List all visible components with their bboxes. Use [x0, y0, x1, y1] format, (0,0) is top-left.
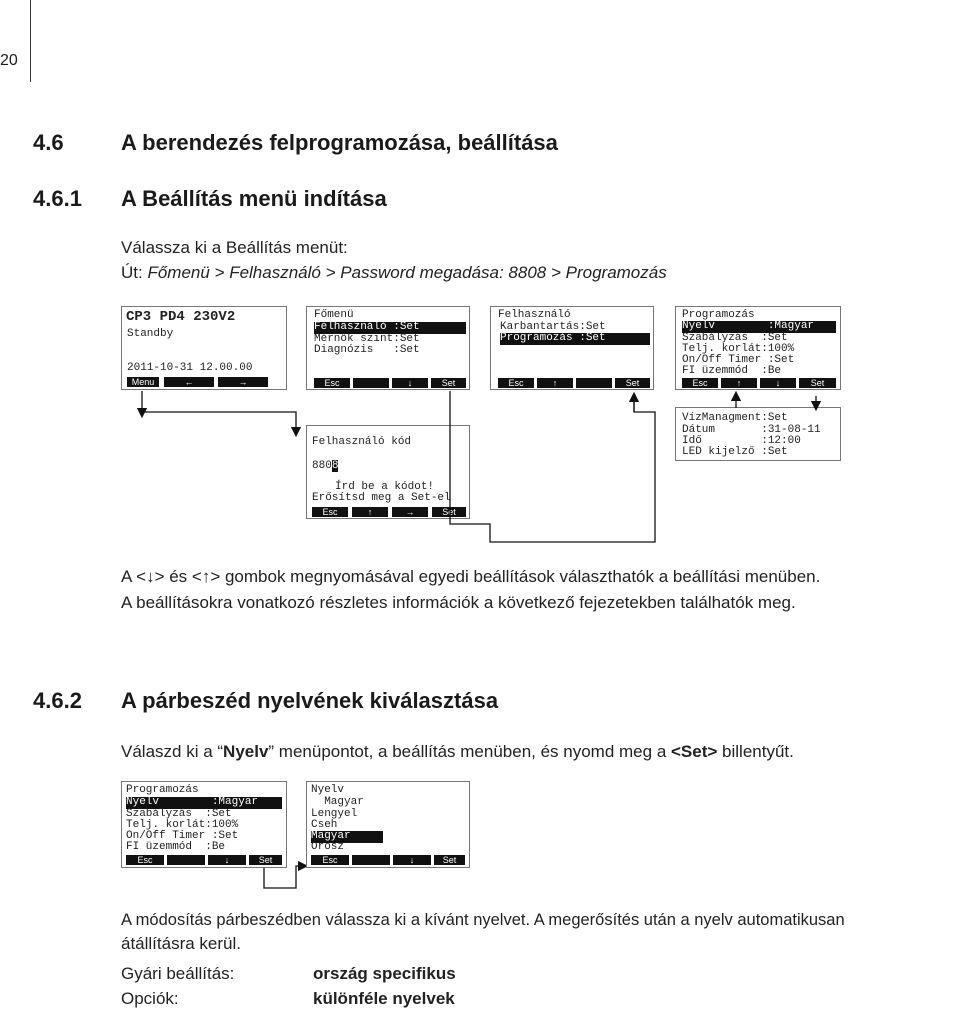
screen-title: Főmenü: [314, 309, 354, 321]
heading-number: 4.6.2: [33, 688, 82, 713]
menu-item-datum[interactable]: Dátum :31-08-11: [682, 424, 821, 436]
esc-button[interactable]: Esc: [498, 378, 534, 388]
language-option-magyar-current[interactable]: Magyar: [311, 796, 364, 808]
up-arrow-button[interactable]: ↑: [721, 378, 757, 388]
menu-item-timer[interactable]: On/Off Timer :Set: [126, 830, 239, 842]
screen-title: CP3 PD4 230V2: [126, 309, 236, 325]
language-option-orosz[interactable]: Orosz: [311, 841, 345, 853]
code-digits: 880: [312, 460, 332, 472]
options-value: különféle nyelvek: [313, 989, 455, 1008]
language-instruction: [121, 738, 794, 766]
language-option-cseh[interactable]: Cseh: [311, 819, 338, 831]
intro-path: Főmenü > Felhasználó > Password megadása: 8808 > Programozás: [147, 263, 667, 282]
menu-item-nyelv[interactable]: Nyelv :Magyar: [682, 321, 836, 333]
text-part: billentyűt.: [717, 742, 794, 761]
status-text: Standby: [127, 328, 174, 340]
menu-item-karbantartas[interactable]: Karbantartás:Set: [500, 321, 606, 333]
datetime-text: 2011-10-31 12.00.00: [127, 362, 253, 374]
down-arrow-icon: ↓: [146, 567, 155, 586]
menu-item-fi-uzemmod[interactable]: FI üzemmód :Be: [682, 365, 782, 377]
down-arrow-button[interactable]: ↓: [208, 855, 246, 865]
menu-item-telj-korlat[interactable]: Telj. korlát:100%: [682, 343, 795, 355]
text-part: > gombok megnyomásával egyedi beállítások választhatók a beállítási menüben.: [210, 567, 821, 586]
set-button[interactable]: Set: [432, 507, 466, 517]
code-cursor: 8: [331, 460, 339, 472]
menu-item-telj-korlat[interactable]: Telj. korlát:100%: [126, 819, 239, 831]
modify-line-1: A módosítás párbeszédben válassza ki a kívánt nyelvet. A megerősítés után a nyelv automatikusan: [121, 911, 845, 929]
menu-item-timer[interactable]: On/Off Timer :Set: [682, 354, 795, 366]
set-button[interactable]: Set: [431, 378, 466, 388]
blank-button[interactable]: [167, 855, 205, 865]
factory-value: ország specifikus: [313, 964, 456, 983]
factory-label: Gyári beállítás:: [121, 964, 235, 983]
screen-title: Programozás: [682, 309, 755, 321]
up-arrow-button[interactable]: ↑: [352, 507, 388, 517]
esc-button[interactable]: Esc: [312, 507, 348, 517]
menu-item-led-kijelzo[interactable]: LED kijelző :Set: [682, 446, 788, 458]
down-arrow-button[interactable]: ↓: [393, 855, 431, 865]
page-number: 20: [0, 52, 18, 69]
text-part: ” menüpontot, a beállítás menüben, és nyomd meg a: [268, 742, 671, 761]
buttons-paragraph: [121, 563, 820, 591]
right-arrow-button[interactable]: →: [392, 507, 428, 517]
up-arrow-icon: ↑: [201, 567, 211, 586]
right-arrow-button[interactable]: →: [218, 377, 268, 387]
menu-item-diagnozis[interactable]: Diagnózis :Set: [314, 344, 420, 356]
heading-4-6-2: [33, 688, 498, 714]
screen-programozas-2: [121, 781, 287, 868]
screen-title: Felhasználó kód: [312, 436, 412, 448]
arrow-to-kod: [142, 412, 296, 432]
language-option-lengyel[interactable]: Lengyel: [311, 808, 358, 820]
options-label: Opciók:: [121, 989, 179, 1008]
left-arrow-button[interactable]: ←: [164, 377, 214, 387]
down-arrow-button[interactable]: ↓: [760, 378, 796, 388]
menu-item-szabalyzas[interactable]: Szabályzás :Set: [126, 808, 232, 820]
heading-title: A Beállítás menü indítása: [121, 186, 387, 211]
heading-title: A párbeszéd nyelvének kiválasztása: [121, 688, 499, 713]
screen-title: Nyelv: [311, 784, 345, 796]
heading-number: 4.6.1: [33, 186, 82, 211]
menu-item-ido[interactable]: Idő :12:00: [682, 435, 801, 447]
prompt-line-1: Írd be a kódot!: [335, 481, 435, 493]
arrow-kod-to-programozas: [450, 391, 655, 542]
set-button[interactable]: Set: [434, 855, 465, 865]
text-part: A <: [121, 567, 147, 586]
set-button[interactable]: Set: [249, 855, 282, 865]
heading-number: 4.6: [33, 130, 64, 155]
text-part: > és <: [154, 567, 202, 586]
screen-nyelv: [306, 781, 470, 868]
language-option-magyar[interactable]: Magyar: [311, 831, 383, 843]
menu-item-mernok[interactable]: Mérnök szint:Set: [314, 333, 420, 345]
text-part: Válaszd ki a “: [121, 742, 224, 761]
arrow-prog-to-nyelv: [264, 866, 299, 888]
prompt-line-2: Erősítsd meg a Set-el: [312, 492, 451, 504]
esc-button[interactable]: Esc: [126, 855, 164, 865]
menu-item-nyelv[interactable]: Nyelv :Magyar: [126, 797, 282, 809]
menu-item-vizmanagment[interactable]: VízManagment:Set: [682, 412, 788, 424]
screen-title: Programozás: [126, 784, 199, 796]
menu-item-fi-uzemmod[interactable]: FI üzemmód :Be: [126, 841, 226, 853]
text-bold: Nyelv: [223, 742, 269, 761]
intro-prefix: Út:: [121, 263, 148, 282]
esc-button[interactable]: Esc: [682, 378, 718, 388]
menu-item-felhasznalo[interactable]: Felhasználó :Set: [314, 322, 466, 334]
heading-title: A berendezés felprogramozása, beállítása: [121, 130, 558, 155]
down-arrow-button[interactable]: ↓: [392, 378, 428, 388]
menu-item-szabalyzas[interactable]: Szabályzás :Set: [682, 332, 788, 344]
esc-button[interactable]: Esc: [311, 855, 349, 865]
info-paragraph: A beállításokra vonatkozó részletes információk a következő fejezetekben találhatók meg.: [121, 593, 796, 612]
set-button[interactable]: Set: [799, 378, 836, 388]
set-button[interactable]: Set: [615, 378, 650, 388]
intro-line-1: Válassza ki a Beállítás menüt:: [121, 238, 348, 257]
modify-line-2: átállításra kerül.: [121, 934, 241, 953]
up-arrow-button[interactable]: ↑: [537, 378, 573, 388]
blank-button[interactable]: [352, 855, 390, 865]
menu-button[interactable]: Menu: [127, 377, 159, 387]
text-bold: <Set>: [671, 742, 718, 761]
esc-button[interactable]: Esc: [314, 378, 350, 388]
screen-title: Felhasználó: [498, 309, 571, 321]
menu-item-programozas[interactable]: Programozás :Set: [500, 333, 650, 345]
